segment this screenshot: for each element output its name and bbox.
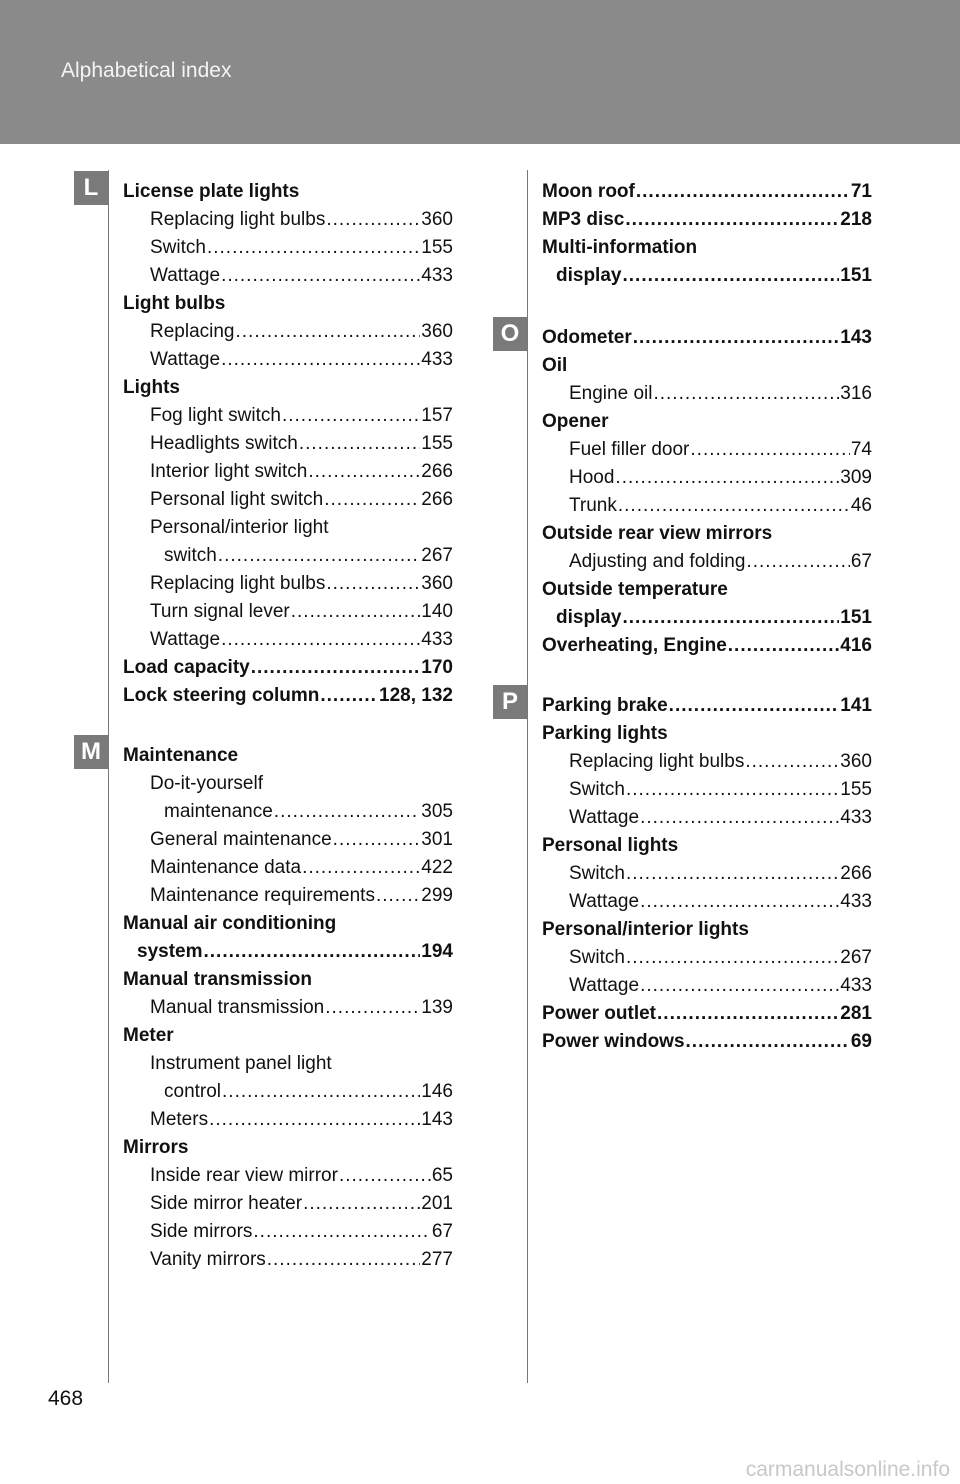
dot-leader (633, 324, 840, 352)
index-entry (542, 888, 872, 916)
index-term: Switch (150, 237, 206, 258)
dot-leader (308, 458, 420, 486)
index-page-ref: 301 (421, 829, 453, 850)
index-page-ref: 416 (840, 635, 872, 656)
index-entry (542, 916, 872, 944)
index-page-ref: 433 (421, 629, 453, 650)
index-entry (123, 374, 453, 402)
dot-leader (326, 570, 420, 598)
index-term: Mirrors (123, 1137, 189, 1158)
index-entry (123, 1134, 453, 1162)
dot-leader (626, 944, 839, 972)
index-term: MP3 disc (542, 209, 625, 230)
index-term: Personal/interior lights (542, 919, 749, 940)
index-term: Odometer (542, 327, 632, 348)
index-entry (123, 854, 453, 882)
index-entry (123, 402, 453, 430)
index-term: Parking brake (542, 695, 668, 716)
index-entry (123, 598, 453, 626)
index-entry (123, 1078, 453, 1106)
dot-leader (204, 938, 421, 966)
dot-leader (221, 626, 420, 654)
index-term: Personal/interior light (150, 517, 329, 538)
index-entry (123, 262, 453, 290)
dot-leader (333, 826, 421, 854)
index-page-ref: 71 (850, 181, 872, 202)
index-entry (123, 798, 453, 826)
index-term: display (556, 607, 622, 628)
dot-leader (303, 1190, 420, 1218)
index-term: Outside temperature (542, 579, 728, 600)
index-page-ref: 360 (840, 751, 872, 772)
dot-leader (626, 860, 839, 888)
index-entry (123, 542, 453, 570)
index-term: Maintenance data (150, 857, 302, 878)
index-entry (542, 1000, 872, 1028)
index-entry (123, 1106, 453, 1134)
dot-leader (615, 464, 839, 492)
index-page-ref: 155 (421, 433, 453, 454)
index-term: Hood (569, 467, 615, 488)
index-group-p (542, 692, 872, 1056)
index-term: Lights (123, 377, 180, 398)
index-page-ref: 146 (421, 1081, 453, 1102)
index-entry (542, 234, 872, 262)
index-entry (123, 206, 453, 234)
index-term: Headlights switch (150, 433, 298, 454)
index-page-ref: 433 (421, 349, 453, 370)
index-page-ref: 309 (840, 467, 872, 488)
index-page-ref: 151 (840, 265, 872, 286)
section-tab-l: L (74, 171, 108, 205)
index-page-ref: 128, 132 (379, 685, 453, 706)
index-term: Meter (123, 1025, 174, 1046)
index-entry (542, 178, 872, 206)
index-page-ref: 155 (840, 779, 872, 800)
index-entry (123, 994, 453, 1022)
index-term: General maintenance (150, 829, 332, 850)
index-page-ref: 360 (421, 321, 453, 342)
index-term: Maintenance (123, 745, 239, 766)
index-entry (123, 514, 453, 542)
index-entry (123, 1218, 453, 1246)
index-term: Switch (569, 947, 625, 968)
index-term: Vanity mirrors (150, 1249, 266, 1270)
index-page-ref: 267 (840, 947, 872, 968)
index-page-ref: 46 (850, 495, 872, 516)
index-entry (542, 720, 872, 748)
index-term: Wattage (150, 265, 221, 286)
index-page-ref: 143 (840, 327, 872, 348)
index-entry (123, 458, 453, 486)
dot-leader (302, 854, 420, 882)
dot-leader (746, 548, 849, 576)
index-term: Power windows (542, 1031, 685, 1052)
index-page-ref: 277 (421, 1249, 453, 1270)
index-page-ref: 299 (421, 885, 453, 906)
section-tab-o: O (493, 317, 527, 351)
index-term: Parking lights (542, 723, 668, 744)
dot-leader (207, 234, 420, 262)
index-term: Power outlet (542, 1003, 657, 1024)
index-entry (123, 290, 453, 318)
index-term: Multi-information (542, 237, 698, 258)
left-column-rule (108, 170, 109, 1383)
index-entry (542, 632, 872, 660)
index-term: Wattage (150, 629, 221, 650)
dot-leader (653, 380, 839, 408)
index-entry (123, 1190, 453, 1218)
index-entry (542, 520, 872, 548)
index-entry (542, 206, 872, 234)
section-tab-m: M (74, 735, 108, 769)
index-page-ref: 360 (421, 573, 453, 594)
index-page-ref: 266 (840, 863, 872, 884)
index-page-ref: 139 (421, 997, 453, 1018)
dot-leader (324, 486, 420, 514)
dot-leader (251, 654, 421, 682)
watermark: carmanualsonline.info (745, 1458, 950, 1481)
page-title: Alphabetical index (61, 59, 232, 82)
index-page-ref: 140 (421, 601, 453, 622)
dot-leader (618, 492, 850, 520)
index-term: Meters (150, 1109, 209, 1130)
index-entry (123, 742, 453, 770)
index-page-ref: 67 (431, 1221, 453, 1242)
index-group-m-cont (542, 178, 872, 290)
index-entry (542, 692, 872, 720)
index-entry (542, 548, 872, 576)
index-entry (542, 748, 872, 776)
index-page-ref: 266 (421, 461, 453, 482)
index-entry (123, 1050, 453, 1078)
index-entry (542, 832, 872, 860)
index-entry (123, 178, 453, 206)
index-group-o (542, 324, 872, 660)
index-term: Instrument panel light (150, 1053, 332, 1074)
index-entry (123, 882, 453, 910)
dot-leader (253, 1218, 430, 1246)
index-page-ref: 433 (421, 265, 453, 286)
index-term: Replacing light bulbs (569, 751, 745, 772)
index-term: Oil (542, 355, 568, 376)
dot-leader (291, 598, 421, 626)
dot-leader (626, 776, 839, 804)
index-term: Interior light switch (150, 461, 308, 482)
index-page-ref: 201 (421, 1193, 453, 1214)
dot-leader (625, 206, 839, 234)
dot-leader (686, 1028, 850, 1056)
index-page-ref: 433 (840, 891, 872, 912)
index-page-ref: 141 (840, 695, 872, 716)
dot-leader (326, 206, 420, 234)
index-entry (123, 346, 453, 374)
index-term: maintenance (164, 801, 273, 822)
index-term: system (137, 941, 203, 962)
dot-leader (640, 804, 839, 832)
index-term: Switch (569, 863, 625, 884)
index-term: Wattage (569, 891, 640, 912)
dot-leader (669, 692, 840, 720)
index-entry (542, 324, 872, 352)
index-entry (542, 262, 872, 290)
index-page-ref: 143 (421, 1109, 453, 1130)
dot-leader (221, 346, 420, 374)
index-page-ref: 69 (850, 1031, 872, 1052)
index-term: Maintenance requirements (150, 885, 375, 906)
dot-leader (325, 994, 420, 1022)
index-term: Turn signal lever (150, 601, 290, 622)
index-entry (123, 910, 453, 938)
index-term: Switch (569, 779, 625, 800)
index-term: Side mirror heater (150, 1193, 303, 1214)
index-entry (123, 1162, 453, 1190)
dot-leader (282, 402, 420, 430)
index-term: Load capacity (123, 657, 250, 678)
index-page-ref: 170 (421, 657, 453, 678)
right-column-rule (527, 170, 528, 1383)
index-entry (542, 604, 872, 632)
dot-leader (209, 1106, 420, 1134)
index-entry (542, 436, 872, 464)
index-page-ref: 218 (840, 209, 872, 230)
index-term: Moon roof (542, 181, 635, 202)
index-group-l (123, 178, 453, 710)
index-entry (542, 804, 872, 832)
dot-leader (640, 972, 839, 1000)
dot-leader (274, 798, 421, 826)
dot-leader (236, 318, 421, 346)
dot-leader (221, 262, 420, 290)
index-entry (123, 966, 453, 994)
dot-leader (728, 632, 840, 660)
index-page-ref: 433 (840, 975, 872, 996)
index-entry (542, 972, 872, 1000)
index-term: Fuel filler door (569, 439, 690, 460)
index-page-ref: 433 (840, 807, 872, 828)
index-page-ref: 316 (840, 383, 872, 404)
index-term: Light bulbs (123, 293, 226, 314)
index-term: Adjusting and folding (569, 551, 746, 572)
index-entry (123, 1246, 453, 1274)
index-term: Do-it-yourself (150, 773, 263, 794)
index-term: Fog light switch (150, 405, 281, 426)
index-entry (123, 318, 453, 346)
index-term: Manual air conditioning (123, 913, 337, 934)
index-page-ref: 281 (840, 1003, 872, 1024)
section-tab-p: P (493, 685, 527, 719)
index-page-ref: 74 (850, 439, 872, 460)
index-term: Wattage (569, 975, 640, 996)
index-term: Wattage (150, 349, 221, 370)
index-entry (123, 626, 453, 654)
index-group-m (123, 742, 453, 1274)
index-page-ref: 305 (421, 801, 453, 822)
index-term: control (164, 1081, 222, 1102)
index-entry (123, 430, 453, 458)
index-entry (542, 492, 872, 520)
dot-leader (745, 748, 839, 776)
dot-leader (622, 262, 839, 290)
dot-leader (636, 178, 850, 206)
index-page-ref: 67 (850, 551, 872, 572)
index-term: Overheating, Engine (542, 635, 727, 656)
index-entry (542, 408, 872, 436)
index-page-ref: 65 (431, 1165, 453, 1186)
index-page-ref: 194 (421, 941, 453, 962)
index-entry (542, 576, 872, 604)
index-entry (123, 234, 453, 262)
index-entry (542, 464, 872, 492)
index-term: Replacing (150, 321, 235, 342)
index-entry (123, 570, 453, 598)
index-term: display (556, 265, 622, 286)
index-term: Engine oil (569, 383, 653, 404)
dot-leader (222, 1078, 420, 1106)
dot-leader (339, 1162, 431, 1190)
index-term: switch (164, 545, 217, 566)
index-term: Replacing light bulbs (150, 209, 326, 230)
index-term: Trunk (569, 495, 617, 516)
index-term: Replacing light bulbs (150, 573, 326, 594)
index-entry (123, 1022, 453, 1050)
index-page-ref: 266 (421, 489, 453, 510)
dot-leader (690, 436, 849, 464)
dot-leader (320, 682, 378, 710)
dot-leader (622, 604, 839, 632)
index-entry (123, 770, 453, 798)
index-entry (542, 380, 872, 408)
index-entry (542, 352, 872, 380)
index-term: Manual transmission (150, 997, 325, 1018)
index-page-ref: 267 (421, 545, 453, 566)
index-entry (542, 776, 872, 804)
index-entry (123, 938, 453, 966)
index-term: Personal light switch (150, 489, 324, 510)
index-page-ref: 151 (840, 607, 872, 628)
index-page-ref: 422 (421, 857, 453, 878)
index-term: Side mirrors (150, 1221, 253, 1242)
index-term: Lock steering column (123, 685, 320, 706)
dot-leader (640, 888, 839, 916)
dot-leader (657, 1000, 839, 1028)
index-entry (123, 486, 453, 514)
dot-leader (267, 1246, 421, 1274)
index-term: Personal lights (542, 835, 679, 856)
index-term: Wattage (569, 807, 640, 828)
index-term: License plate lights (123, 181, 300, 202)
index-page-ref: 360 (421, 209, 453, 230)
dot-leader (218, 542, 421, 570)
index-term: Manual transmission (123, 969, 312, 990)
index-entry (542, 1028, 872, 1056)
index-page-ref: 155 (421, 237, 453, 258)
index-entry (123, 654, 453, 682)
index-term: Opener (542, 411, 609, 432)
index-term: Outside rear view mirrors (542, 523, 773, 544)
index-term: Inside rear view mirror (150, 1165, 338, 1186)
index-entry (542, 860, 872, 888)
page-header (0, 0, 960, 144)
index-entry (123, 826, 453, 854)
dot-leader (376, 882, 420, 910)
index-entry (123, 682, 453, 710)
index-entry (542, 944, 872, 972)
page-number: 468 (48, 1387, 84, 1410)
dot-leader (299, 430, 420, 458)
index-page-ref: 157 (421, 405, 453, 426)
